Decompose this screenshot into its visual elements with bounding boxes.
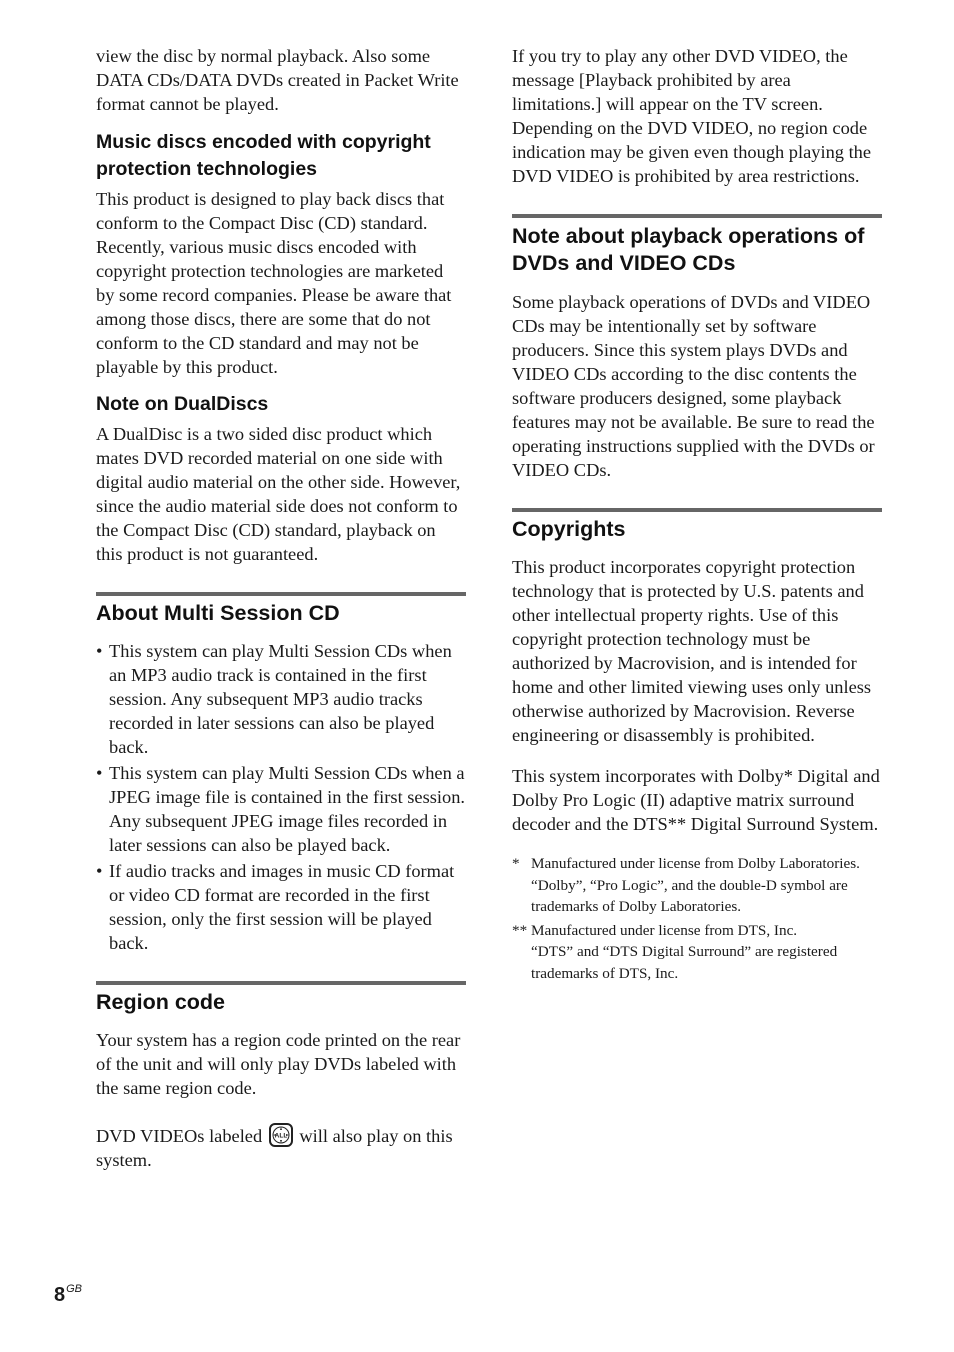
region-all-icon [269,1123,293,1147]
playback-note-heading: Note about playback operations of DVDs and VIDEO CDs [512,224,865,275]
section-divider [96,592,466,596]
playback-note-body: Some playback operations of DVDs and VIDEO CDs may be intentionally set by software producers. Since this system plays DVDs and VIDEO CDs according to the disc contents the software producers designed, some playback features may not be available. Be sure to read the operating instructions supplied with the DVDs or VIDEO CDs. [512,292,875,480]
region-code-heading: Region code [96,990,226,1014]
footnote-mark: * [512,855,520,872]
multi-session-list [96,639,466,955]
region-continued: If you try to play any other DVD VIDEO, the message [Playback prohibited by area limitations.] will appear on the TV screen. Depending on the DVD VIDEO, no region code indication may be given even though playing the DVD VIDEO is prohibited by area restrictions. [512,46,872,186]
right-column [512,44,882,986]
bullet-icon: • [96,641,103,661]
region-code-body: Your system has a region code printed on the rear of the unit and will only play DVDs labeled with the same region code. [96,1030,461,1098]
svg-text:ALL: ALL [274,1132,288,1140]
list-item: • If audio tracks and images in music CD format or video CD format are recorded in the first session, only the first session will be played back. [96,861,455,953]
music-discs-heading: Music discs encoded with copyright protection technologies [96,131,431,180]
list-item: • This system can play Multi Session CDs when an MP3 audio track is contained in the first session. Any subsequent MP3 audio tracks recorded in later sessions can also be played back. [96,641,452,757]
section-divider [96,981,466,985]
region-all-text: DVD VIDEOs labeled ALL will also play on this system. [96,1123,466,1172]
left-column [96,44,466,1172]
footnote-item: ** Manufactured under license from DTS, Inc. “DTS” and “DTS Digital Surround” are registered trademarks of DTS, Inc. [512,921,838,982]
copyrights-body-2: This system incorporates with Dolby* Digital and Dolby Pro Logic (II) adaptive matrix surround decoder and the DTS** Digital Surround System. [512,766,880,834]
dualdisc-body: A DualDisc is a two sided disc product which mates DVD recorded material on one side with digital audio material on the other side. However, since the audio material side does not conform to the Compact Disc (CD) standard, playback on this product is not guaranteed. [96,424,461,564]
multi-session-heading: About Multi Session CD [96,601,340,625]
section-divider [512,508,882,512]
dualdisc-heading: Note on DualDiscs [96,393,269,415]
list-item: • This system can play Multi Session CDs when a JPEG image file is contained in the first session. Any subsequent JPEG image files recorded in later sessions can also be played back. [96,763,466,855]
page-number: $8^{GB}$ [54,1283,83,1306]
copyrights-body-1: This product incorporates copyright protection technology that is protected by U.S. patents and other intellectual property rights. Use of this copyright protection technology must be authorized by Macrovision, and is intended for home and other limited viewing uses only unless otherwise authorized by Macrovision. Reverse engineering or disassembly is prohibited. [512,557,872,745]
bullet-icon: • [96,861,103,881]
page-suffix: GB [66,1283,83,1295]
intro-text: view the disc by normal playback. Also some DATA CDs/DATA DVDs created in Packet Write format cannot be played. [96,46,459,114]
footnote-mark: ** [512,921,528,939]
bullet-icon: • [96,763,103,783]
music-discs-body: This product is designed to play back discs that conform to the Compact Disc (CD) standard. Recently, various music discs encoded with copyright protection technologies are marketed by some record companies. Please be aware that among those discs, there are some that do not conform to the CD standard and may not be playable by this product. [96,189,452,377]
footnotes [512,853,882,984]
section-divider [512,214,882,218]
footnote-item: * Manufactured under license from Dolby Laboratories. “Dolby”, “Pro Logic”, and the double-D symbol are trademarks of Dolby Laboratories. [512,855,860,915]
copyrights-heading: Copyrights [512,517,626,541]
